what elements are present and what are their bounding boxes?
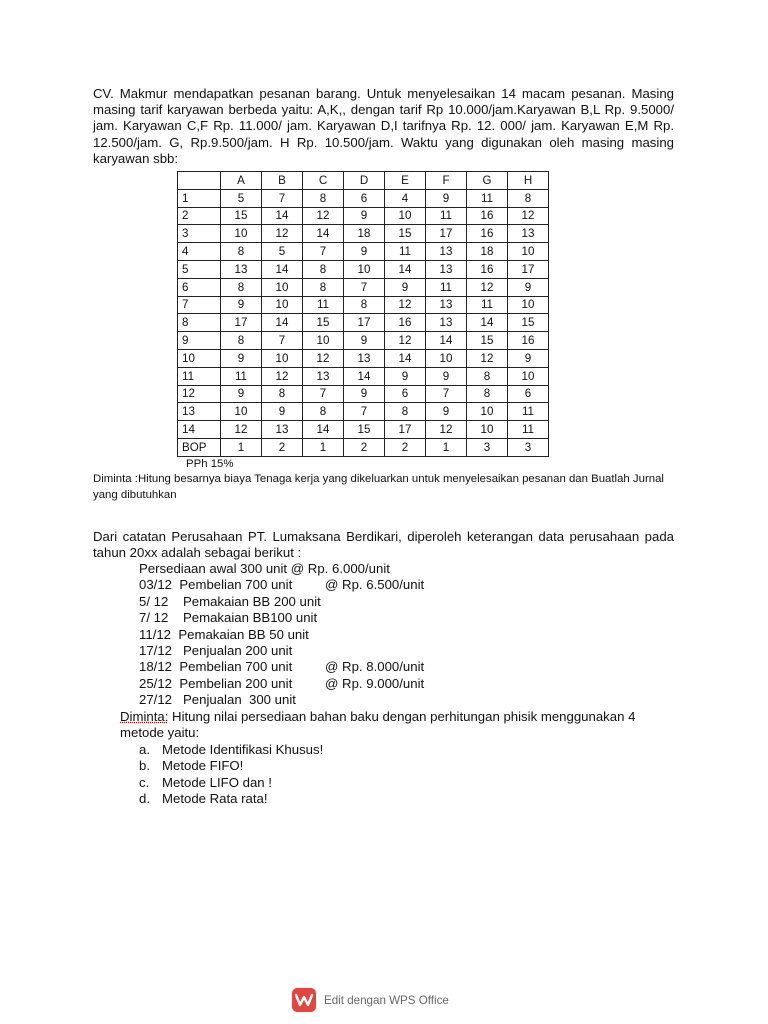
table-row xyxy=(178,332,549,350)
cell-d: 9 xyxy=(344,207,385,225)
cell-a: 15 xyxy=(221,207,262,225)
cell-d: 6 xyxy=(344,189,385,207)
cell-b: 7 xyxy=(262,189,303,207)
cell-d: 17 xyxy=(344,314,385,332)
cell-g: 10 xyxy=(467,421,508,439)
cell-f: 13 xyxy=(426,260,467,278)
cell-d: 10 xyxy=(344,260,385,278)
row-label-cell: 2 xyxy=(178,207,221,225)
cell-e: 12 xyxy=(385,296,426,314)
cell-h: 10 xyxy=(508,243,549,261)
cell-g: 16 xyxy=(467,260,508,278)
table-row xyxy=(178,438,549,456)
cell-a: 10 xyxy=(221,403,262,421)
row-label-cell: 11 xyxy=(178,367,221,385)
table-row xyxy=(178,314,549,332)
cell-h: 17 xyxy=(508,260,549,278)
cell-g: 10 xyxy=(467,403,508,421)
cell-a: 8 xyxy=(221,278,262,296)
cell-a: 12 xyxy=(221,421,262,439)
cell-e: 14 xyxy=(385,349,426,367)
cell-a: 10 xyxy=(221,225,262,243)
cell-d: 9 xyxy=(344,332,385,350)
cell-a: 9 xyxy=(221,385,262,403)
cell-a: 9 xyxy=(221,349,262,367)
cell-b: 2 xyxy=(262,438,303,456)
cell-e: 6 xyxy=(385,385,426,403)
cell-c: 7 xyxy=(303,385,344,403)
cell-g: 12 xyxy=(467,349,508,367)
header-cell-b: B xyxy=(262,172,303,190)
list-item xyxy=(139,627,424,643)
transaction-price: @ Rp. 6.500/unit xyxy=(325,577,425,593)
cell-b: 5 xyxy=(262,243,303,261)
diminta-text: Hitung nilai persediaan bahan baku dengan perhitungan phisik menggunakan 4 metode yaitu: xyxy=(120,709,636,741)
method-text: Metode FIFO! xyxy=(162,758,244,774)
row-label-cell: 14 xyxy=(178,421,221,439)
cell-a: 17 xyxy=(221,314,262,332)
cell-d: 13 xyxy=(344,349,385,367)
wps-footer[interactable] xyxy=(292,987,449,1013)
section2-diminta xyxy=(120,709,680,741)
cell-h: 10 xyxy=(508,296,549,314)
cell-h: 3 xyxy=(508,438,549,456)
methods-list xyxy=(139,742,323,808)
method-text: Metode LIFO dan ! xyxy=(162,774,272,790)
cell-h: 9 xyxy=(508,278,549,296)
cell-c: 8 xyxy=(303,403,344,421)
cell-g: 15 xyxy=(467,332,508,350)
header-cell-c: C xyxy=(303,172,344,190)
row-label-cell: BOP xyxy=(178,438,221,456)
transaction-desc: 11/12 Pemakaian BB 50 unit xyxy=(139,626,309,642)
cell-g: 14 xyxy=(467,314,508,332)
table-row xyxy=(178,421,549,439)
method-letter: a. xyxy=(139,742,150,757)
cell-h: 8 xyxy=(508,189,549,207)
table-header-row xyxy=(178,172,549,190)
row-label-cell: 12 xyxy=(178,385,221,403)
method-text: Metode Rata rata! xyxy=(162,791,268,807)
cell-a: 13 xyxy=(221,260,262,278)
table-row xyxy=(178,189,549,207)
row-label-cell: 1 xyxy=(178,189,221,207)
method-text: Metode Identifikasi Khusus! xyxy=(162,742,324,757)
cell-e: 14 xyxy=(385,260,426,278)
cell-g: 8 xyxy=(467,385,508,403)
header-cell-a: A xyxy=(221,172,262,190)
list-item xyxy=(139,742,323,758)
cell-e: 16 xyxy=(385,314,426,332)
cell-b: 10 xyxy=(262,349,303,367)
cell-b: 12 xyxy=(262,225,303,243)
cell-h: 11 xyxy=(508,421,549,439)
table-row xyxy=(178,349,549,367)
header-cell-h: H xyxy=(508,172,549,190)
method-letter: d. xyxy=(139,791,150,807)
header-cell-e: E xyxy=(385,172,426,190)
cell-e: 17 xyxy=(385,421,426,439)
cell-f: 7 xyxy=(426,385,467,403)
list-item xyxy=(139,676,424,692)
cell-d: 7 xyxy=(344,403,385,421)
table-row xyxy=(178,296,549,314)
cell-d: 8 xyxy=(344,296,385,314)
cell-f: 9 xyxy=(426,367,467,385)
cell-c: 12 xyxy=(303,349,344,367)
transaction-desc: 18/12 Pembelian 700 unit xyxy=(139,659,293,675)
transaction-desc: Persediaan awal 300 unit @ Rp. 6.000/unit xyxy=(139,561,390,576)
list-item xyxy=(139,643,424,659)
cell-b: 7 xyxy=(262,332,303,350)
cell-f: 1 xyxy=(426,438,467,456)
header-cell-d: D xyxy=(344,172,385,190)
header-cell-g: G xyxy=(467,172,508,190)
transaction-price: @ Rp. 8.000/unit xyxy=(325,659,425,675)
cell-c: 12 xyxy=(303,207,344,225)
cell-d: 14 xyxy=(344,367,385,385)
cell-f: 11 xyxy=(426,278,467,296)
cell-d: 7 xyxy=(344,278,385,296)
header-cell-corner xyxy=(178,172,221,190)
cell-g: 11 xyxy=(467,296,508,314)
cell-f: 9 xyxy=(426,403,467,421)
inventory-transactions-list xyxy=(139,561,424,709)
row-label-cell: 7 xyxy=(178,296,221,314)
cell-b: 8 xyxy=(262,385,303,403)
cell-d: 15 xyxy=(344,421,385,439)
cell-e: 15 xyxy=(385,225,426,243)
row-label-cell: 6 xyxy=(178,278,221,296)
cell-b: 14 xyxy=(262,314,303,332)
cell-h: 11 xyxy=(508,403,549,421)
cell-h: 15 xyxy=(508,314,549,332)
cell-e: 4 xyxy=(385,189,426,207)
cell-c: 14 xyxy=(303,225,344,243)
section1-diminta: Diminta :Hitung besarnya biaya Tenaga kerja yang dikeluarkan untuk menyelesaikan pesanan dan Buatlah Jurnal yang dibutuhkan xyxy=(93,473,664,501)
transaction-desc: 17/12 Penjualan 200 unit xyxy=(139,642,293,658)
list-item xyxy=(139,561,424,577)
cell-a: 8 xyxy=(221,332,262,350)
row-label-cell: 9 xyxy=(178,332,221,350)
table-row xyxy=(178,385,549,403)
cell-f: 9 xyxy=(426,189,467,207)
list-item xyxy=(139,594,424,610)
diminta-label: Diminta: xyxy=(120,709,169,724)
cell-g: 18 xyxy=(467,243,508,261)
table-row xyxy=(178,243,549,261)
cell-c: 7 xyxy=(303,243,344,261)
cell-c: 8 xyxy=(303,260,344,278)
cell-e: 11 xyxy=(385,243,426,261)
cell-c: 1 xyxy=(303,438,344,456)
cell-b: 13 xyxy=(262,421,303,439)
wps-office-logo-icon xyxy=(292,988,316,1012)
list-item xyxy=(139,659,424,675)
cell-d: 9 xyxy=(344,243,385,261)
row-label-cell: 5 xyxy=(178,260,221,278)
cell-b: 12 xyxy=(262,367,303,385)
transaction-desc: 5/ 12 Pemakaian BB 200 unit xyxy=(139,593,321,609)
list-item xyxy=(139,775,323,791)
method-letter: c. xyxy=(139,774,150,790)
row-label-cell: 10 xyxy=(178,349,221,367)
cell-c: 10 xyxy=(303,332,344,350)
cell-c: 13 xyxy=(303,367,344,385)
cell-f: 13 xyxy=(426,314,467,332)
cell-h: 9 xyxy=(508,349,549,367)
cell-h: 10 xyxy=(508,367,549,385)
cell-c: 11 xyxy=(303,296,344,314)
cell-c: 15 xyxy=(303,314,344,332)
transaction-desc: 25/12 Pembelian 200 unit xyxy=(139,675,293,691)
cell-b: 14 xyxy=(262,260,303,278)
cell-c: 8 xyxy=(303,278,344,296)
cell-b: 10 xyxy=(262,296,303,314)
row-label-cell: 4 xyxy=(178,243,221,261)
row-label-cell: 3 xyxy=(178,225,221,243)
cell-d: 9 xyxy=(344,385,385,403)
list-item xyxy=(139,758,323,774)
cell-c: 8 xyxy=(303,189,344,207)
method-letter: b. xyxy=(139,758,150,774)
list-item xyxy=(139,577,424,593)
cell-b: 9 xyxy=(262,403,303,421)
cell-h: 13 xyxy=(508,225,549,243)
cell-e: 10 xyxy=(385,207,426,225)
cell-b: 14 xyxy=(262,207,303,225)
transaction-price: @ Rp. 9.000/unit xyxy=(325,675,425,691)
cell-c: 14 xyxy=(303,421,344,439)
row-label-cell: 13 xyxy=(178,403,221,421)
cell-f: 11 xyxy=(426,207,467,225)
transaction-desc: 03/12 Pembelian 700 unit xyxy=(139,577,293,593)
cell-f: 17 xyxy=(426,225,467,243)
cell-e: 2 xyxy=(385,438,426,456)
transaction-desc: 27/12 Penjualan 300 unit xyxy=(139,692,296,708)
cell-h: 12 xyxy=(508,207,549,225)
list-item xyxy=(139,791,323,807)
cell-f: 12 xyxy=(426,421,467,439)
cell-a: 11 xyxy=(221,367,262,385)
table-row xyxy=(178,403,549,421)
cell-e: 9 xyxy=(385,278,426,296)
cell-g: 8 xyxy=(467,367,508,385)
cell-h: 16 xyxy=(508,332,549,350)
cell-b: 10 xyxy=(262,278,303,296)
cell-d: 18 xyxy=(344,225,385,243)
cell-e: 12 xyxy=(385,332,426,350)
cell-g: 16 xyxy=(467,207,508,225)
cell-h: 6 xyxy=(508,385,549,403)
table-row xyxy=(178,207,549,225)
cell-g: 3 xyxy=(467,438,508,456)
section2-paragraph: Dari catatan Perusahaan PT. Lumaksana Berdikari, diperoleh keterangan data perusahaan pada tahun 20xx adalah sebagai berikut : xyxy=(93,529,674,561)
table-row xyxy=(178,367,549,385)
wps-footer-text[interactable]: Edit dengan WPS Office xyxy=(324,993,449,1007)
list-item xyxy=(139,610,424,626)
cell-g: 16 xyxy=(467,225,508,243)
cell-f: 14 xyxy=(426,332,467,350)
cell-g: 12 xyxy=(467,278,508,296)
table-row xyxy=(178,260,549,278)
cell-e: 9 xyxy=(385,367,426,385)
section1-paragraph: CV. Makmur mendapatkan pesanan barang. Untuk menyelesaikan 14 macam pesanan. Masing masing tarif karyawan berbeda yaitu: A,K,, dengan tarif Rp 10.000/jam.Karyawan B,L Rp. 9.5000/ jam. Karyawan C,F Rp. 11.000/ jam. Karyawan D,I tarifnya Rp. 12. 000/ jam. Karyawan E,M Rp. 12.500/jam. G, Rp.9.500/jam. H Rp. 10.500/jam. Waktu yang digunakan oleh masing masing karyawan sbb: xyxy=(93,86,674,166)
employee-hours-table xyxy=(177,171,549,457)
cell-f: 13 xyxy=(426,243,467,261)
table-row xyxy=(178,278,549,296)
cell-g: 11 xyxy=(467,189,508,207)
cell-a: 1 xyxy=(221,438,262,456)
cell-a: 5 xyxy=(221,189,262,207)
cell-e: 8 xyxy=(385,403,426,421)
list-item xyxy=(139,692,424,708)
cell-f: 13 xyxy=(426,296,467,314)
header-cell-f: F xyxy=(426,172,467,190)
transaction-desc: 7/ 12 Pemakaian BB100 unit xyxy=(139,610,318,626)
cell-f: 10 xyxy=(426,349,467,367)
cell-d: 2 xyxy=(344,438,385,456)
cell-a: 8 xyxy=(221,243,262,261)
pph-note: PPh 15% xyxy=(186,458,234,470)
row-label-cell: 8 xyxy=(178,314,221,332)
cell-a: 9 xyxy=(221,296,262,314)
table-row xyxy=(178,225,549,243)
